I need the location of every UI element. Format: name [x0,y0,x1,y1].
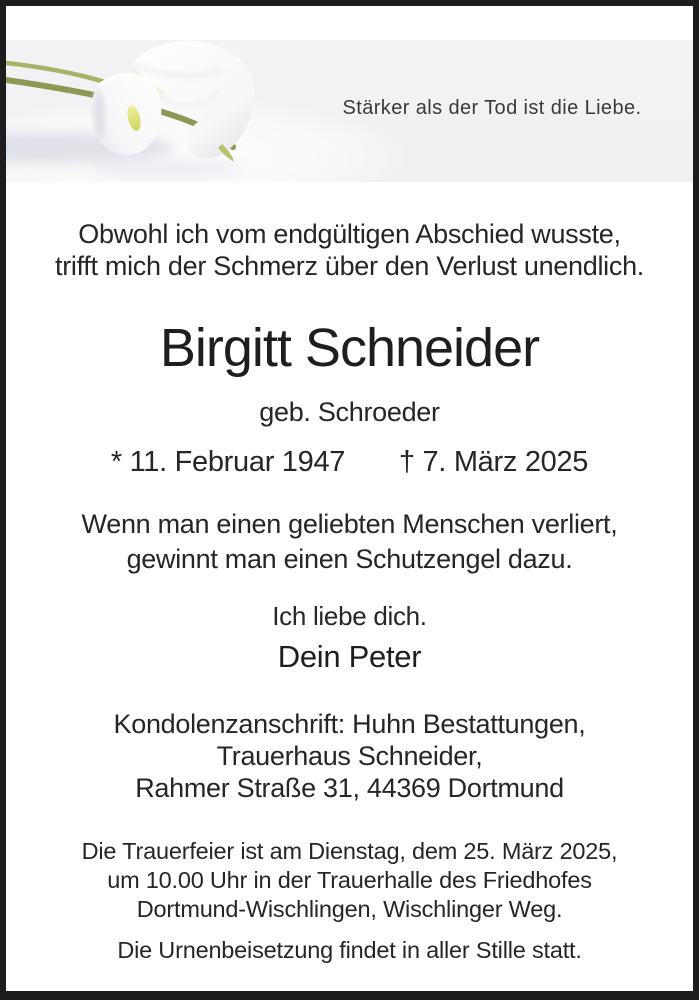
urn-burial-note: Die Urnenbeisetzung findet in aller Stille statt. [117,937,582,963]
death-date: † 7. März 2025 [398,446,589,478]
memorial-banner [6,40,693,182]
verse-line-2: gewinnt man einen Schutzengel dazu. [126,543,573,574]
condolence-line-2: Trauerhaus Schneider, [216,741,483,771]
deceased-name: Birgitt Schneider [159,318,540,378]
condolence-line-3: Rahmer Straße 31, 44369 Dortmund [135,773,564,803]
condolence-line-1: Kondolenzanschrift: Huhn Bestattungen, [113,709,586,739]
maiden-name: geb. Schroeder [259,397,440,427]
service-line-1: Die Trauerfeier ist am Dienstag, dem 25. März 2025, [81,838,618,864]
life-dates [6,444,693,480]
intro-text [6,218,693,282]
intro-line-2: trifft mich der Schmerz über den Verlust unendlich. [55,251,644,281]
verse-line-1: Wenn man einen geliebten Menschen verliert, [81,509,618,539]
service-line-3: Dortmund-Wischlingen, Wischlinger Weg. [136,896,563,922]
intro-line-1: Obwohl ich vom endgültigen Abschied wusste, [78,219,621,249]
memorial-verse [6,507,693,576]
service-line-2: um 10.00 Uhr in der Trauerhalle des Friedhofes [107,867,592,893]
birth-date: * 11. Februar 1947 [110,446,346,478]
condolence-address [6,708,693,804]
farewell-text: Ich liebe dich. [272,601,427,631]
funeral-service-info [6,837,693,924]
mourner-name: Dein Peter [277,639,422,674]
memorial-quote: Stärker als der Tod ist die Liebe. [342,97,642,119]
